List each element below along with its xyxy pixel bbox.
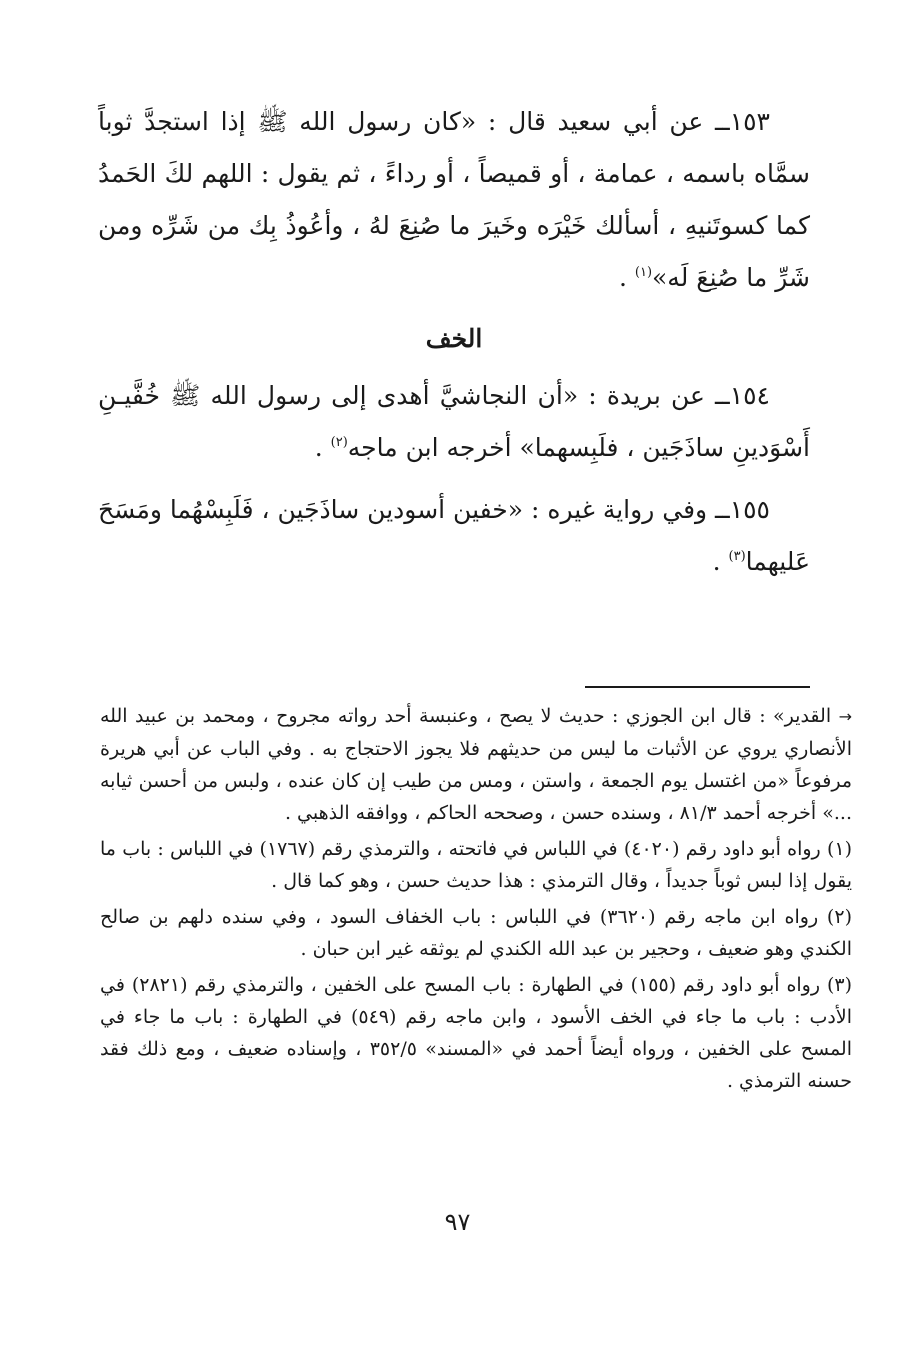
footnote-2: (٢) رواه ابن ماجه رقم (٣٦٢٠) في اللباس : باب الخفاف السود ، وفي سنده دلهم بن صالح الكندي وهو ضعيف ، وحجير بن عبد الله الكندي لم يوثقه غير ابن حبان . [100,906,852,960]
hadith-155-text: ١٥٥ــ وفي رواية غيره : «خفين أسودين ساذَجَين ، فَلَبِسْهُما ومَسَحَ عَليهما [98,495,810,576]
hadith-154-text: ١٥٤ــ عن بريدة : «أن النجاشيَّ أهدى إلى رسول الله ﷺ خُفَّيـنِ أَسْوَدينِ ساذَجَين ، فلَبِسهما» أخرجه ابن ماجه [98,381,810,462]
hadith-154-end: . [314,433,331,462]
footnote-continuation [100,700,852,829]
footnotes [100,700,852,1097]
footnote-divider [585,686,810,688]
footnote-ref-3: (٣) [728,549,746,564]
continuation-arrow-icon: → [838,707,852,726]
hadith-155 [98,484,810,588]
main-text [98,96,810,588]
hadith-155-end: . [712,547,729,576]
page-number: ٩٧ [444,1208,471,1236]
footnote-continuation-text: القدير» : قال ابن الجوزي : حديث لا يصح ، وعنبسة أحد رواته مجروح ، ومحمد بن عبيد الله الأنصاري يروي عن الأثبات ما ليس من حديثهم فلا يجوز الاحتجاج به . وفي الباب عن أبي هريرة مرفوعاً «من اغتسل يوم الجمعة ، واستن ، ومس من طيب إن كان عنده ، ولبس من أحسن ثيابه ...» أخرجه أحمد ٨١/٣ ، وسنده حسن ، وصححه الحاكم ، ووافقه الذهبي . [100,705,852,824]
section-heading: الخف [425,324,483,353]
footnote-ref-1: (١) [634,265,653,280]
hadith-153 [98,96,810,304]
footnote-1: (١) رواه أبو داود رقم (٤٠٢٠) في اللباس في فاتحته ، والترمذي رقم (١٧٦٧) في اللباس : باب ما يقول إذا لبس ثوباً جديداً ، وقال الترمذي : هذا حديث حسن ، وهو كما قال . [100,838,852,892]
footnote-ref-2: (٢) [330,435,348,450]
hadith-154 [98,370,810,474]
hadith-153-text: ١٥٣ــ عن أبي سعيد قال : «كان رسول الله ﷺ إذا استجدَّ ثوباً سمَّاه باسمه ، عمامة ، أو قميصاً ، أو رداءً ، ثم يقول : اللهم لكَ الحَمدُ كما كسوتَنيهِ ، أسألك خَيْرَه وخَيرَ ما صُنِعَ لهُ ، وأعُوذُ بِك من شَرِّه ومن شَرِّ ما صُنِعَ لَه» [98,107,810,292]
footnote-3: (٣) رواه أبو داود رقم (١٥٥) في الطهارة : باب المسح على الخفين ، والترمذي رقم (٢٨٢١) في الأدب : باب ما جاء في الخف الأسود ، وابن ماجه رقم (٥٤٩) في الطهارة : باب ما جاء في المسح على الخفين ، ورواه أيضاً أحمد في «المسند» ٣٥٢/٥ ، وإسناده ضعيف ، ومع ذلك فقد حسنه الترمذي . [100,974,853,1092]
hadith-153-end: . [618,263,635,292]
